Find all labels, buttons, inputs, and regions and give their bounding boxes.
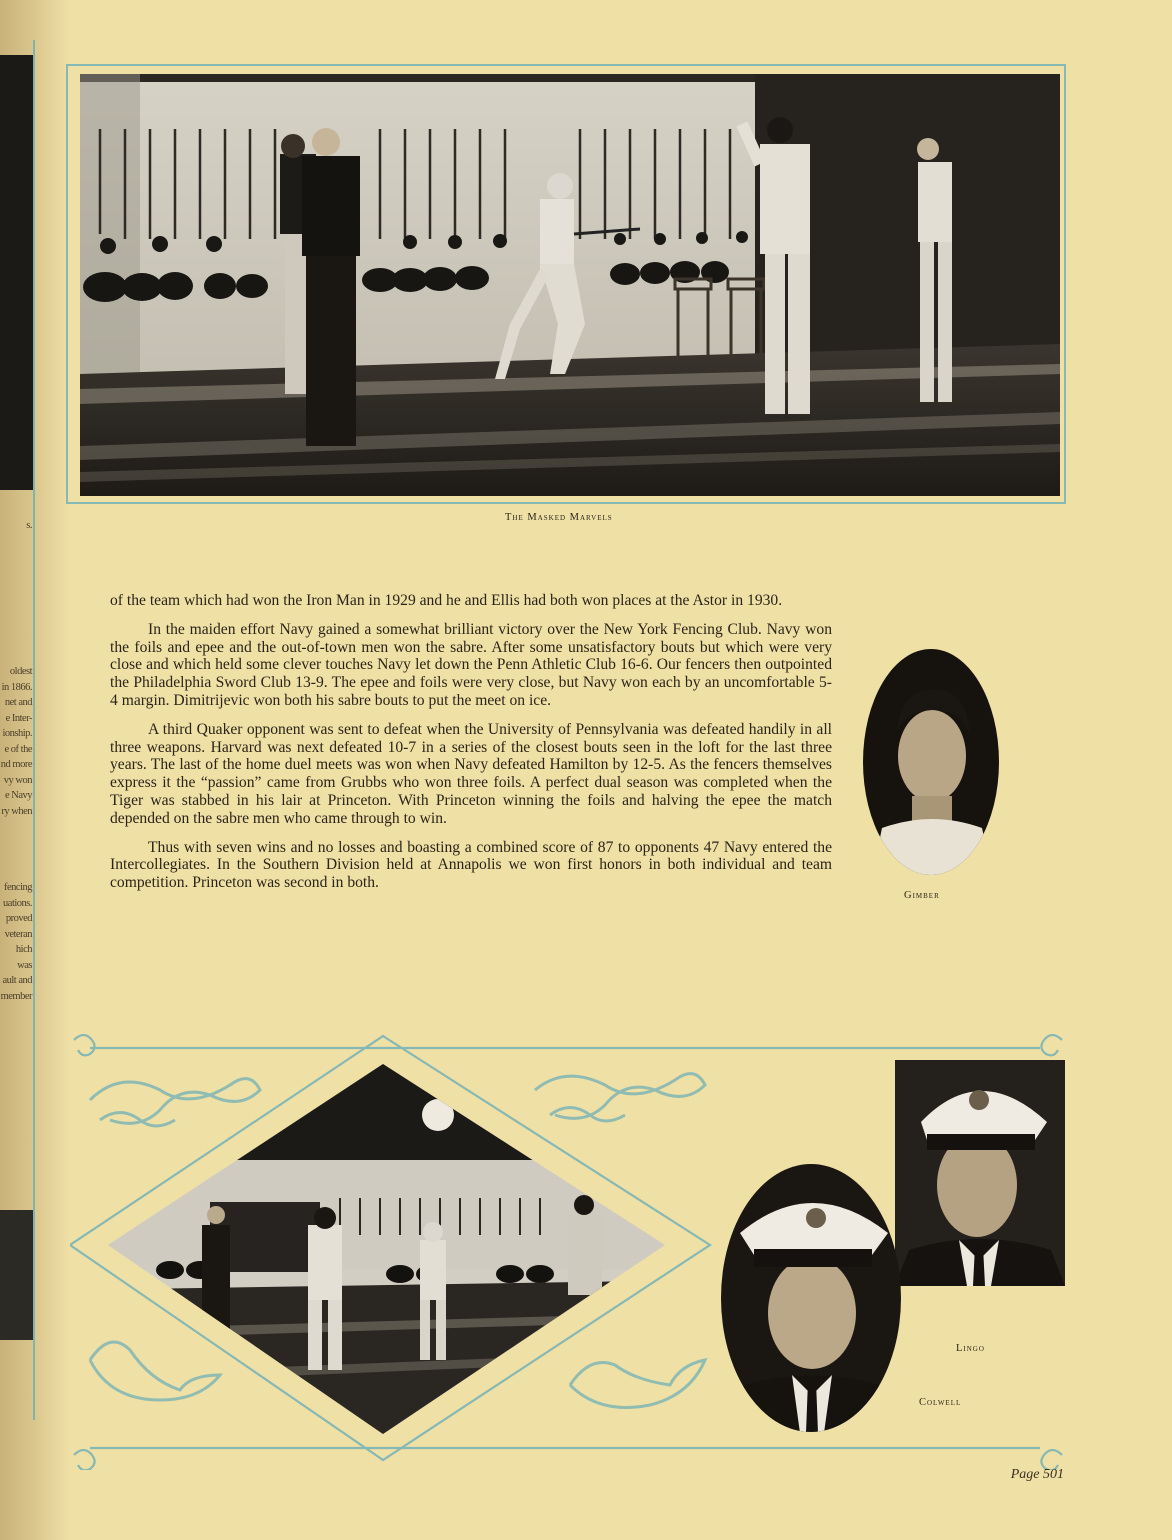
facing-page-line: hich was (15, 944, 32, 971)
facing-page-line: ionship. (2, 728, 32, 739)
page-number: Page 501 (1010, 1467, 1064, 1482)
facing-page-line: ry when (1, 805, 32, 817)
paragraph-3: A third Quaker opponent was sent to defeat when the University of Pennsylvania was defeated handily in all three weapons. Harvard was next defeated 10-7 in a series of the closest bouts seen in the loft for the last three years. The last of the home duel meets was won when Navy defeated Hamilton by 12-5. As the fencers themselves express it the “passion” came from Grubbs who won three foils. A perfect dual season was completed when the Tiger was stabbed in his lair at Princeton. With Princeton winning the foils and halving the epee the match depended on the sabre men who came through to win. (110, 720, 832, 827)
facing-page-mark: s. (26, 520, 32, 531)
facing-page-line: member (0, 990, 32, 1002)
paragraph-1: of the team which had won the Iron Man in 1929 and he and Ellis had both won places at the Astor in 1930. (110, 592, 783, 609)
article-body (110, 592, 832, 903)
fencing-loft-photo (80, 74, 1060, 496)
facing-page-frame-line (33, 40, 35, 1420)
facing-page-text-upper (0, 664, 32, 819)
lingo-caption: Lingo (956, 1343, 985, 1354)
facing-page-line: e of the (4, 743, 32, 755)
facing-page-line: vy won (3, 774, 32, 786)
paragraph-4: Thus with seven wins and no losses and boasting a combined score of 87 to opponents 47 Navy entered the Intercollegiates. In the Southern Division held at Annapolis we won first honors in both individual and team competition. Princeton was second in both. (110, 838, 832, 892)
facing-page-line: veteran (4, 928, 32, 940)
gimber-portrait (862, 648, 1000, 876)
facing-page-photo-lower (0, 1210, 34, 1340)
facing-page-line: uations. (3, 897, 32, 909)
facing-page-line: e Inter- (5, 712, 32, 724)
top-photo-caption: The Masked Marvels (505, 512, 613, 523)
facing-page-line: nd more (0, 759, 32, 770)
facing-page-line: net and (4, 697, 32, 708)
gimber-caption: Gimber (904, 890, 940, 901)
facing-page-line: ault and (2, 975, 32, 986)
facing-page-line: proved (5, 913, 32, 924)
colwell-portrait (720, 1163, 902, 1433)
facing-page-line: oldest (9, 666, 32, 677)
facing-page-line: in 1866. (1, 681, 32, 693)
facing-page-line: e Navy (4, 790, 32, 801)
colwell-caption: Colwell (919, 1397, 962, 1408)
facing-page-text-lower (0, 880, 32, 1004)
facing-page-photo (0, 55, 34, 490)
lingo-portrait (895, 1060, 1065, 1286)
facing-page-line: fencing (4, 882, 32, 893)
paragraph-2: In the maiden effort Navy gained a somewhat brilliant victory over the New York Fencing Club. Navy won the foils and epee and the out-of-town men won the sabre. After some unsatisfactory bouts but which were very close and which held some clever touches Navy let down the Penn Athletic Club 16-6. Our fencers then outpointed the Philadelphia Sword Club 13-9. The epee and foils were very close, but Navy won each by an uncomfortable 5-4 margin. Dimitrijevic won both his sabre bouts to put the meet on ice. (110, 620, 832, 709)
